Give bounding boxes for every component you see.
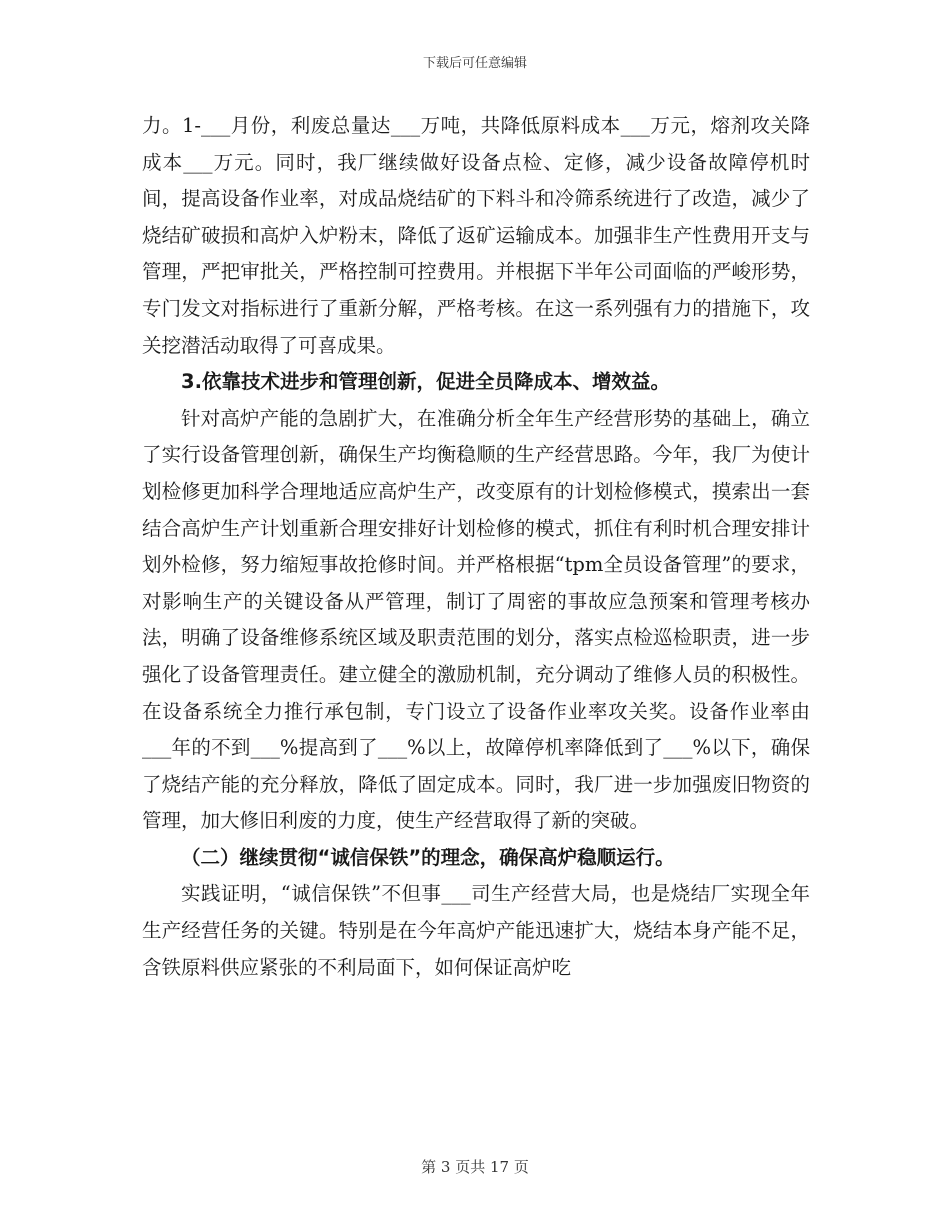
body-paragraph: 针对高炉产能的急剧扩大，在准确分析全年生产经营形势的基础上，确立了实行设备管理创新，确保生产均衡稳顺的生产经营思路。今年，我厂为使计划检修更加科学合理地适应高炉生产，改变原有的计划检修模式，摸索出一套结合高炉生产计划重新合理安排好计划检修的模式，抓住有利时机合理安排计划外检修，努力缩短事故抢修时间。并严格根据“tpm全员设备管理”的要求，对影响生产的关键设备从严管理，制订了周密的事故应急预案和管理考核办法，明确了设备维修系统区域及职责范围的划分，落实点检巡检职责，进一步强化了设备管理责任。建立健全的激励机制，充分调动了维修人员的积极性。在设备系统全力推行承包制，专门设立了设备作业率攻关奖。设备作业率由___年的不到___%提高到了___%以上，故障停机率降低到了___%以下，确保了烧结产能的充分释放，降低了固定成本。同时，我厂进一步加强废旧物资的管理，加大修旧利废的力度，使生产经营取得了新的突破。 — [142, 406, 810, 833]
section-heading: 3.依靠技术进步和管理创新，促进全员降成本、增效益。 — [181, 370, 670, 394]
page-number: 第 3 页共 17 页 — [421, 1158, 529, 1176]
body-paragraph: 实践证明，“诚信保铁”不但事___司生产经营大局，也是烧结厂实现全年生产经营任务的关键。特别是在今年高炉产能迅速扩大，烧结本身产能不足，含铁原料供应紧张的不利局面下，如何保证高炉吃 — [142, 882, 810, 979]
section-heading: （二）继续贯彻“诚信保铁”的理念，确保高炉稳顺运行。 — [181, 845, 675, 869]
document-body — [142, 108, 810, 986]
body-paragraph: 力。1-___月份，利废总量达___万吨，共降低原料成本___万元，熔剂攻关降成本___万元。同时，我厂继续做好设备点检、定修，减少设备故障停机时间，提高设备作业率，对成品烧结矿的下料斗和冷筛系统进行了改造，减少了烧结矿破损和高炉入炉粉末，降低了返矿运输成本。加强非生产性费用开支与管理，严把审批关，严格控制可控费用。并根据下半年公司面临的严峻形势，专门发文对指标进行了重新分解，严格考核。在这一系列强有力的措施下，攻关挖潜活动取得了可喜成果。 — [142, 114, 810, 357]
page-header: 下载后可任意编辑 — [422, 56, 527, 71]
